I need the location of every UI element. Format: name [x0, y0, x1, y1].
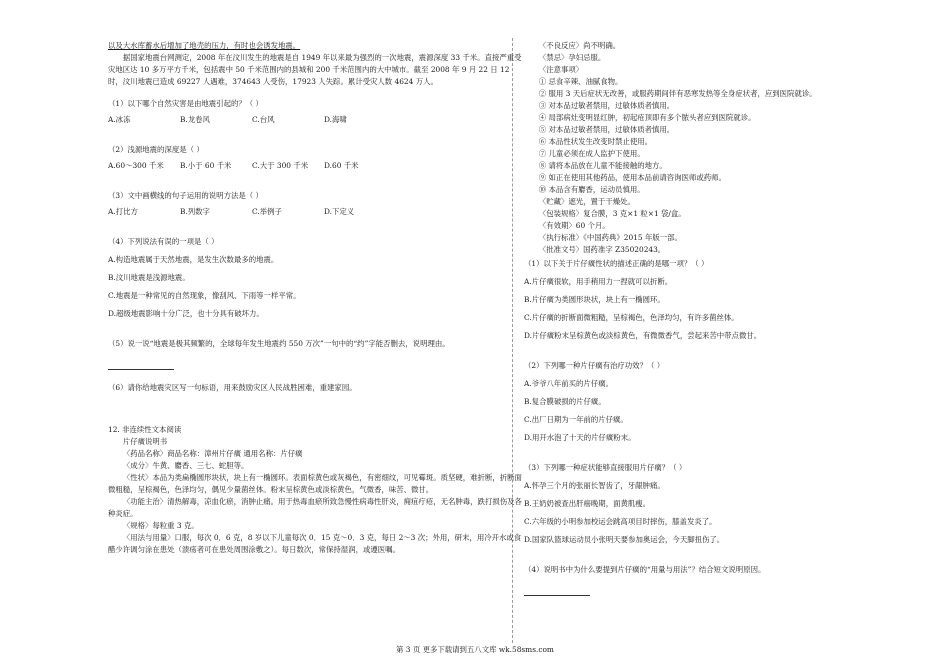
- option: D.国家队篮球运动员小张明天要参加奥运会，今天脚扭伤了。: [524, 535, 725, 544]
- instruction-line: 〈不良反应〉尚不明确。: [538, 41, 621, 50]
- option: C.出厂日期为一年前的片仔癀。: [524, 415, 628, 424]
- option: A.60～300 千米: [108, 161, 164, 170]
- option: B.王奶奶被查出肝癌晚期，面黄肌瘦。: [524, 499, 651, 508]
- option: A.怀孕三个月的张丽长智齿了，牙龈肿痛。: [524, 481, 665, 490]
- instruction-line: ⑦ 儿童必须在成人监护下使用。: [538, 149, 645, 158]
- option: C.地震是一种常见的自然现象，像刮风、下雨等一样平常。: [108, 291, 301, 300]
- question-3: （3）文中画横线的句子运用的说明方法是（ ）: [108, 191, 263, 200]
- option: B.列数字: [180, 207, 210, 216]
- option: C.片仔癀的折断面微粗糙，呈棕褐色，色泽均匀，有许多菌丝体。: [524, 313, 739, 322]
- passage-paragraph: 据国家地震台网测定，2008 年在汶川发生的地震是自 1949 年以来最为强烈的一次地震，震源深度 33 千米。直接严重受灾地区达 10 多万平方千米，包括震中 50 千米范围内的县城和 200 千米范围内的大中城市。截至 2008 年 9 月 22 日 12 时，汶川地震已造成 69227 人遇难，374643 人受伤，17923 人失踪。累计受灾人数 4624 万人。: [108, 53, 522, 86]
- instruction-line: ⑧ 请将本品放在儿童不能接触的地方。: [538, 161, 667, 170]
- question-r1: （1）以下关于片仔癀性状的描述正确的是哪一项？（ ）: [524, 259, 709, 268]
- instruction-line: ⑤ 对本品过敏者禁用，过敏体质者慎用。: [538, 125, 675, 134]
- underlined-sentence: 以及大水库蓄水后增加了地壳的压力，有时也会诱发地震。: [108, 41, 301, 50]
- question-r3: （3）下列哪一种症状能够直接服用片仔癀？（ ）: [524, 463, 687, 472]
- option: A.构造地震属于天然地震，是发生次数最多的地震。: [108, 255, 279, 264]
- question-3-options: [108, 206, 523, 218]
- instruction-line: ② 服用 3 天后症状无改善，或服药期间伴有恶寒发热等全身症状者，应到医院就诊。: [538, 89, 817, 98]
- instruction-line: 〈性状〉本品为类扁椭圆形块状，块上有一椭圆环。表面棕黄色或灰褐色，有密细纹，可见霉斑。质坚硬，难折断，折断面微粗糙，呈棕褐色，色泽均匀，偶见少量菌丝体。粉末呈棕黄色或淡棕黄色，气微香，味苦、微甘。: [108, 473, 522, 494]
- option: B.汶川地震是浅源地震。: [108, 273, 190, 282]
- instruction-line: 〈贮藏〉遮光，置于干燥处。: [538, 197, 635, 206]
- option: C.六年级的小明参加校运会跳高项目时摔伤，膝盖发炎了。: [524, 517, 717, 526]
- section-12-title: 12. 非连续性文本阅读: [108, 425, 182, 434]
- right-column: [524, 40, 854, 596]
- instruction-line: 〈禁忌〉孕妇忌服。: [538, 53, 606, 62]
- question-5: （5）说一说“地震是极其频繁的，全球每年发生地震约 550 万次”一句中的“约”字能否删去，说明理由。: [108, 339, 450, 348]
- instruction-line: 〈功能主治〉清热解毒，凉血化瘀，消肿止痛。用于热毒血瘀所致急慢性病毒性肝炎，痈疽疔疮，无名肿毒，跌打损伤及各种炎症。: [108, 497, 522, 518]
- option: D.片仔癀粉末呈棕黄色或淡棕黄色，有微微香气，尝起来苦中带点微甘。: [524, 331, 762, 340]
- option: D.超级地震影响十分广泛，也十分具有破坏力。: [108, 309, 264, 318]
- question-6: （6）请你给地震灾区写一句标语，用来鼓励灾区人民战胜困难，重建家园。: [108, 383, 357, 392]
- instruction-line: 〈批准文号〉国药准字 Z35020243。: [538, 245, 666, 254]
- question-4: （4）下列说法有误的一项是（ ）: [108, 237, 219, 246]
- option: B.片仔癀为类圆形块状，块上有一椭圆环。: [524, 295, 665, 304]
- instruction-line: 〈注意事项〉: [538, 65, 584, 74]
- question-r4: （4）说明书中为什么要提到片仔癀的“用量与用法”？结合短文说明原因。: [524, 565, 766, 574]
- instruction-line: ③ 对本品过敏者禁用，过敏体质者慎用。: [538, 101, 675, 110]
- instruction-line: 〈规格〉每粒重 3 克。: [122, 521, 199, 530]
- instruction-line: 〈成分〉牛黄、麝香、三七、蛇胆等。: [122, 461, 249, 470]
- instruction-line: ④ 局部病灶变明显红肿，初起疮顶即有多个脓头者应到医院就诊。: [538, 113, 756, 122]
- instruction-line: 〈有效期〉60 个月。: [538, 221, 610, 230]
- question-2: （2）浅源地震的深度是（ ）: [108, 145, 204, 154]
- instruction-line: ⑩ 本品含有麝香，运动员慎用。: [538, 185, 645, 194]
- option: D.用开水泡了十天的片仔癀粉末。: [524, 433, 636, 442]
- answer-blank[interactable]: [108, 360, 174, 370]
- option: C.大于 300 千米: [252, 161, 309, 170]
- option: A.爷爷八年前买的片仔癀。: [524, 379, 613, 388]
- option: D.60 千米: [324, 161, 359, 170]
- instruction-line: ⑨ 如正在使用其他药品，使用本品前请咨询医师或药师。: [538, 173, 726, 182]
- instruction-line: 〈执行标准〉《中国药典》2015 年版一部。: [538, 233, 682, 242]
- instruction-line: ① 忌食辛辣、油腻食物。: [538, 77, 623, 86]
- option: B.复合膜破损的片仔癀。: [524, 397, 606, 406]
- question-1: （1）以下哪个自然灾害是由地震引起的？（ ）: [108, 99, 263, 108]
- instruction-line: 〈用法与用量〉口服，每次 0．6 克，8 岁以下儿童每次 0．15 克～0．3 克，每日 2～3 次；外用，研末，用冷开水或食醋少许调匀涂在患处（溃疡者可在患处周围涂敷之）。每日数次，常保持湿润，或遵医嘱。: [108, 533, 522, 554]
- option: C.举例子: [252, 207, 282, 216]
- option: B.龙卷风: [180, 115, 210, 124]
- option: D.下定义: [324, 207, 355, 216]
- instruction-line: ⑥ 本品性状发生改变时禁止使用。: [538, 137, 653, 146]
- question-1-options: [108, 114, 523, 126]
- option: A.打比方: [108, 207, 138, 216]
- question-2-options: [108, 160, 523, 172]
- option: C.台风: [252, 115, 275, 124]
- question-r2: （2）下列哪一种片仔癀有治疗功效？（ ）: [524, 361, 665, 370]
- instruction-line: 〈包装规格〉复合膜，3 克×1 粒×1 袋/盒。: [538, 209, 686, 218]
- option: A.冰冻: [108, 115, 131, 124]
- option: B.小于 60 千米: [180, 161, 232, 170]
- option: D.海啸: [324, 115, 347, 124]
- left-column: [108, 40, 523, 556]
- page-footer: 第 3 页 更多下载请到五八文库 wk.58sms.com: [396, 645, 554, 654]
- instruction-line: 〈药品名称〉商品名称：漳州片仔癀 通用名称：片仔癀: [122, 449, 303, 458]
- answer-blank[interactable]: [524, 586, 590, 596]
- option: A.片仔癀很软，用手稍用力一捏就可以折断。: [524, 277, 673, 286]
- section-12-subtitle: 片仔癀说明书: [122, 437, 168, 446]
